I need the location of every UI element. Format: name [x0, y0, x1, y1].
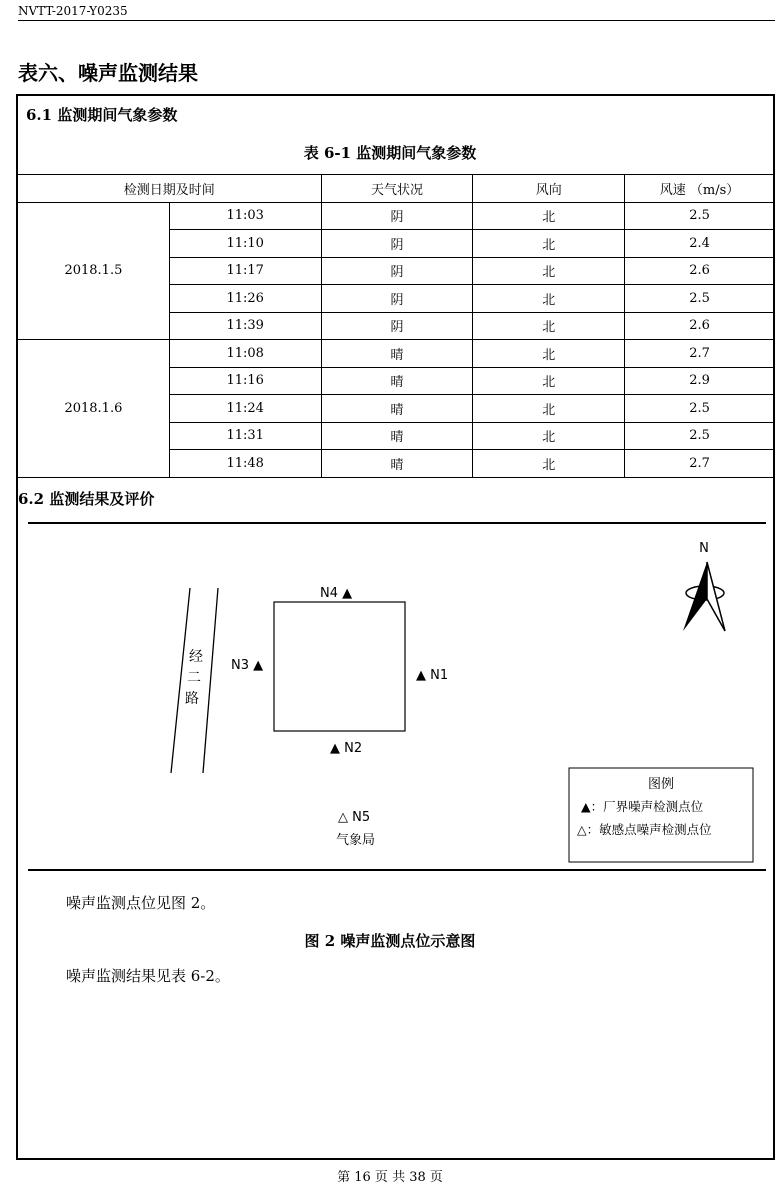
time-cell: 11:31 — [169, 422, 321, 450]
weather-cell: 阴 — [321, 230, 473, 258]
wind-direction-cell: 北 — [473, 395, 625, 423]
subsection-6-1-title: 6.1 监测期间气象参数 — [26, 106, 178, 124]
time-cell: 11:26 — [169, 285, 321, 313]
road-label-char-3: 路 — [185, 691, 199, 707]
table-row — [18, 202, 775, 230]
time-cell: 11:17 — [169, 257, 321, 285]
wind-speed-cell: 2.5 — [625, 202, 775, 230]
weather-cell: 阴 — [321, 202, 473, 230]
road-label-char-1: 经 — [189, 649, 203, 665]
wind-direction-cell: 北 — [473, 367, 625, 395]
wind-direction-cell: 北 — [473, 230, 625, 258]
point-n1: ▲ N1 — [416, 668, 449, 683]
weather-cell: 晴 — [321, 340, 473, 368]
figure-2-caption: 图 2 噪声监测点位示意图 — [304, 932, 476, 950]
document-id: NVTT-2017-Y0235 — [18, 4, 128, 18]
wind-speed-cell: 2.6 — [625, 312, 775, 340]
figure-bottom-rule — [28, 869, 766, 871]
table-header-row — [18, 175, 775, 203]
wind-direction-cell: 北 — [473, 340, 625, 368]
legend-title: 图例 — [647, 777, 675, 792]
wind-direction-cell: 北 — [473, 450, 625, 478]
meteorological-table — [17, 174, 775, 478]
header-wind-speed: 风速 （m/s） — [625, 175, 775, 203]
header-rule — [18, 20, 775, 21]
time-cell: 11:39 — [169, 312, 321, 340]
wind-speed-cell: 2.7 — [625, 450, 775, 478]
point-n5: △ N5 — [338, 810, 371, 825]
wind-speed-cell: 2.5 — [625, 422, 775, 450]
weather-cell: 阴 — [321, 257, 473, 285]
road-edge-right — [203, 588, 218, 773]
weather-cell: 阴 — [321, 285, 473, 313]
wind-speed-cell: 2.9 — [625, 367, 775, 395]
time-cell: 11:10 — [169, 230, 321, 258]
north-label: N — [699, 541, 709, 556]
date-cell: 2018.1.5 — [18, 202, 170, 340]
header-date-time: 检测日期及时间 — [18, 175, 322, 203]
road-label-char-2: 二 — [187, 670, 201, 686]
legend-item-boundary: ▲：厂界噪声检测点位 — [581, 799, 704, 814]
wind-direction-cell: 北 — [473, 257, 625, 285]
header-weather: 天气状况 — [321, 175, 473, 203]
table-row — [18, 340, 775, 368]
section-title: 表六、噪声监测结果 — [18, 61, 198, 85]
weather-cell: 晴 — [321, 422, 473, 450]
wind-direction-cell: 北 — [473, 202, 625, 230]
time-cell: 11:03 — [169, 202, 321, 230]
paragraph-results-reference: 噪声监测结果见表 6-2。 — [66, 967, 230, 985]
time-cell: 11:24 — [169, 395, 321, 423]
weather-cell: 晴 — [321, 395, 473, 423]
table-6-1-caption: 表 6-1 监测期间气象参数 — [303, 144, 477, 162]
page-footer: 第 16 页 共 38 页 — [337, 1170, 443, 1185]
point-n2: ▲ N2 — [330, 741, 363, 756]
time-cell: 11:16 — [169, 367, 321, 395]
point-n3: N3 ▲ — [231, 658, 264, 673]
north-arrow-icon — [683, 541, 725, 631]
wind-speed-cell: 2.5 — [625, 395, 775, 423]
weather-cell: 晴 — [321, 367, 473, 395]
wind-direction-cell: 北 — [473, 312, 625, 340]
weather-cell: 阴 — [321, 312, 473, 340]
header-wind-direction: 风向 — [473, 175, 625, 203]
time-cell: 11:08 — [169, 340, 321, 368]
date-cell: 2018.1.6 — [18, 340, 170, 478]
wind-speed-cell: 2.6 — [625, 257, 775, 285]
point-n5-label: 气象局 — [336, 833, 376, 848]
plant-boundary — [274, 602, 405, 731]
wind-speed-cell: 2.7 — [625, 340, 775, 368]
weather-cell: 晴 — [321, 450, 473, 478]
point-n4: N4 ▲ — [320, 586, 353, 601]
wind-direction-cell: 北 — [473, 422, 625, 450]
wind-speed-cell: 2.5 — [625, 285, 775, 313]
subsection-6-2-title: 6.2 监测结果及评价 — [18, 490, 155, 508]
monitoring-point-map — [28, 525, 768, 870]
figure-top-rule — [28, 522, 766, 524]
wind-direction-cell: 北 — [473, 285, 625, 313]
legend-item-sensitive: △：敏感点噪声检测点位 — [577, 822, 712, 837]
paragraph-figure-reference: 噪声监测点位见图 2。 — [66, 894, 216, 912]
time-cell: 11:48 — [169, 450, 321, 478]
wind-speed-cell: 2.4 — [625, 230, 775, 258]
